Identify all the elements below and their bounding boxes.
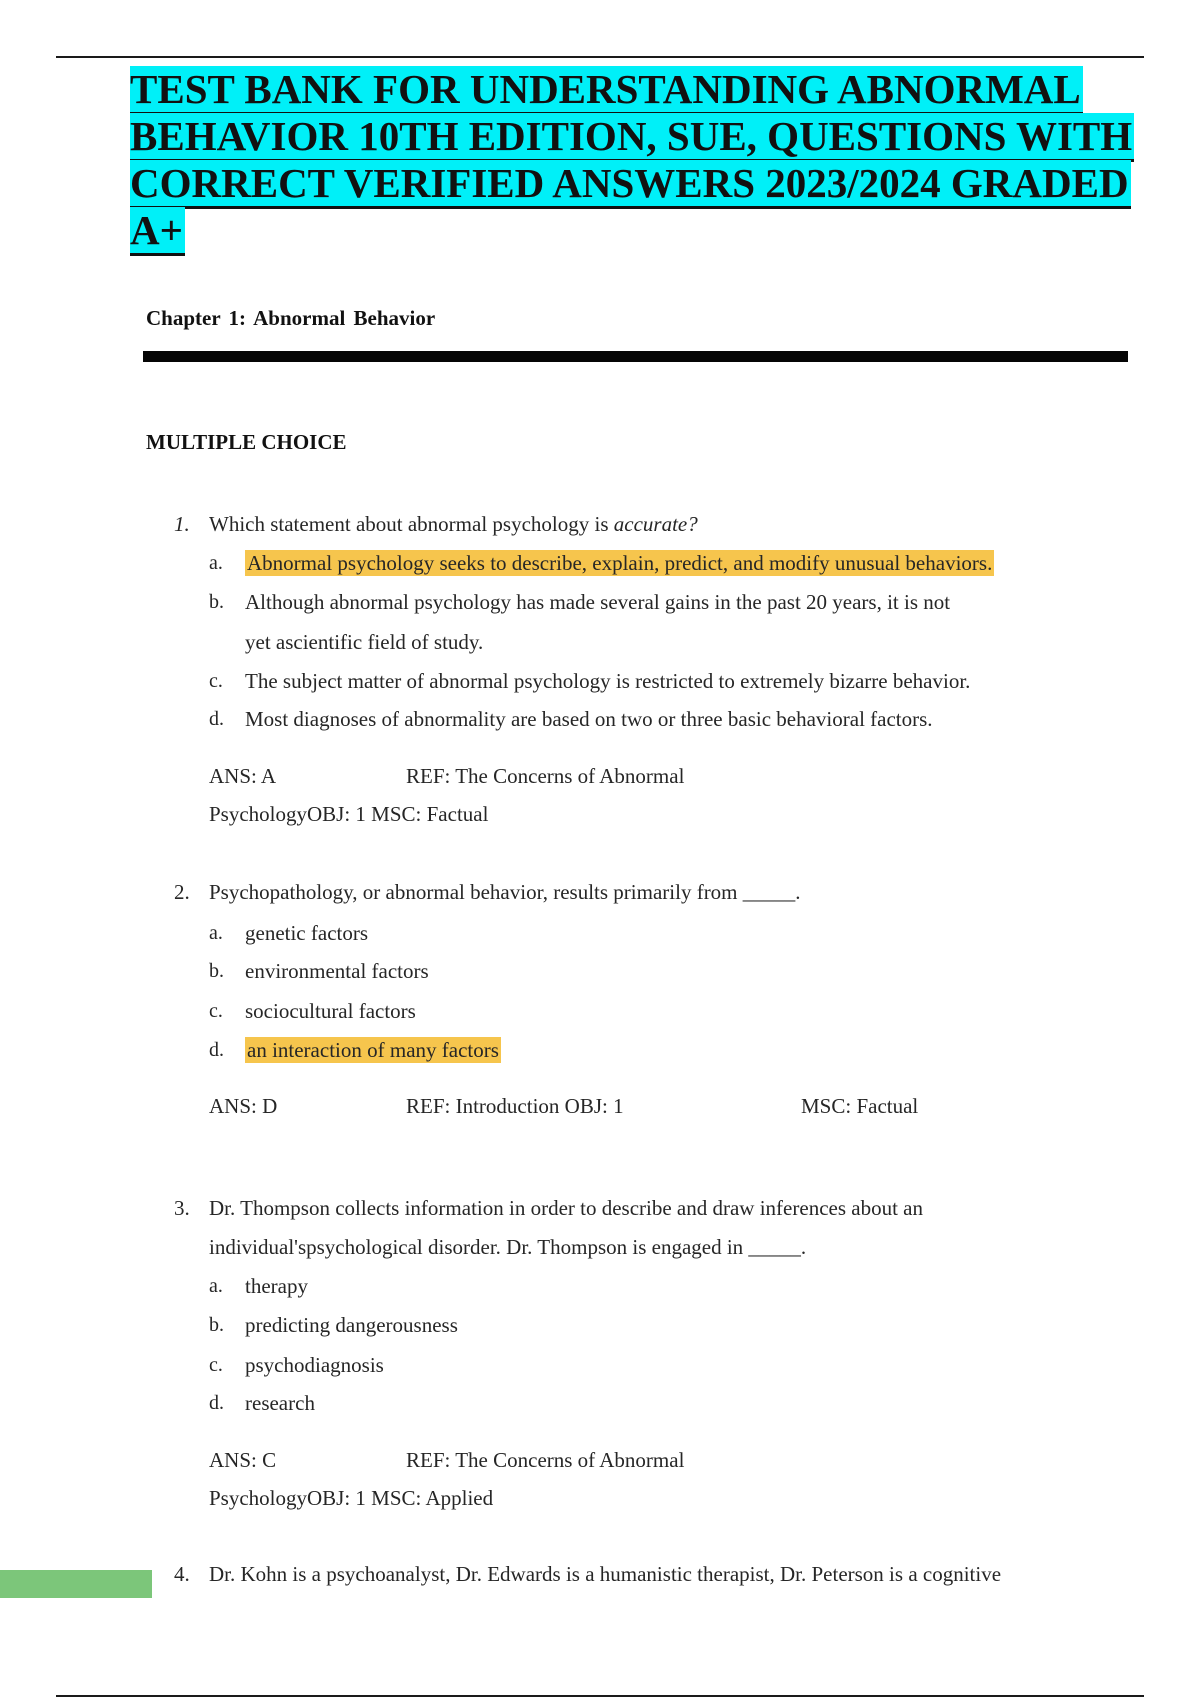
q3-objective-msc: PsychologyOBJ: 1 MSC: Applied [209,1486,494,1510]
q3-option-d-text: research [245,1391,315,1415]
q1-option-b-letter: b. [209,591,224,613]
q1-option-d-text: Most diagnoses of abnormality are based on two or three basic behavioral factors. [245,707,933,731]
title-line-1: TEST BANK FOR UNDERSTANDING ABNORMAL [130,66,1150,113]
q2-option-c-letter: c. [209,1000,223,1022]
q3-reference: REF: The Concerns of Abnormal [406,1448,685,1472]
question-3-stem: Dr. Thompson collects information in order to describe and draw inferences about an [209,1196,923,1220]
q1-option-b-text: Although abnormal psychology has made several gains in the past 20 years, it is not [245,590,951,614]
chapter-heading: Chapter 1: Abnormal Behavior [146,306,436,330]
document-title [130,66,1150,254]
q3-answer: ANS: C [209,1448,277,1472]
q2-answer: ANS: D [209,1094,278,1118]
q1-reference: REF: The Concerns of Abnormal [406,764,685,788]
bottom-rule [56,1695,1144,1697]
question-4-number: 4. [174,1562,190,1586]
q1-answer: ANS: A [209,764,277,788]
q1-option-c-letter: c. [209,670,223,692]
q2-reference: REF: Introduction OBJ: 1 [406,1094,624,1118]
title-line-2: BEHAVIOR 10TH EDITION, SUE, QUESTIONS WITH [130,113,1150,160]
question-1-number: 1. [174,512,190,536]
q2-option-a-text: genetic factors [245,921,369,945]
q2-msc: MSC: Factual [801,1094,919,1118]
question-1-stem: Which statement about abnormal psychology is accurate? [209,512,698,536]
q3-option-b-text: predicting dangerousness [245,1313,458,1337]
q2-option-d-letter: d. [209,1039,224,1061]
q2-option-c-text: sociocultural factors [245,999,416,1023]
q3-option-c-text: psychodiagnosis [245,1353,384,1377]
chapter-rule [143,351,1128,362]
top-rule [56,56,1144,58]
q1-option-b-continuation: yet ascientific field of study. [245,630,484,654]
q1-option-a-letter: a. [209,552,223,574]
q1-option-a-text [245,551,994,576]
corner-marker-bar [0,1570,152,1598]
q2-option-b-letter: b. [209,960,224,982]
q2-option-b-text: environmental factors [245,959,429,983]
q3-option-d-letter: d. [209,1392,224,1414]
question-3-number: 3. [174,1196,190,1220]
question-2-stem: Psychopathology, or abnormal behavior, results primarily from _____. [209,880,801,904]
correct-answer-highlight: an interaction of many factors [247,1038,499,1062]
q3-option-b-letter: b. [209,1314,224,1336]
q3-option-a-text: therapy [245,1274,308,1298]
q1-option-c-text: The subject matter of abnormal psychology is restricted to extremely bizarre behavior. [245,669,971,693]
q1-objective-msc: PsychologyOBJ: 1 MSC: Factual [209,802,489,826]
q3-option-a-letter: a. [209,1275,223,1297]
q2-option-a-letter: a. [209,922,223,944]
correct-answer-highlight: Abnormal psychology seeks to describe, explain, predict, and modify unusual behaviors. [247,551,993,575]
question-4-stem: Dr. Kohn is a psychoanalyst, Dr. Edwards is a humanistic therapist, Dr. Peterson is a cognitive [209,1562,1002,1586]
question-2-number: 2. [174,880,190,904]
question-3-stem-continuation: individual'spsychological disorder. Dr. Thompson is engaged in _____. [209,1235,807,1259]
title-line-4: A+ [130,207,1150,254]
title-line-3: CORRECT VERIFIED ANSWERS 2023/2024 GRADED [130,160,1150,207]
q2-option-d-text [245,1038,501,1063]
q3-option-c-letter: c. [209,1354,223,1376]
q1-option-d-letter: d. [209,708,224,730]
section-heading: MULTIPLE CHOICE [146,430,347,454]
